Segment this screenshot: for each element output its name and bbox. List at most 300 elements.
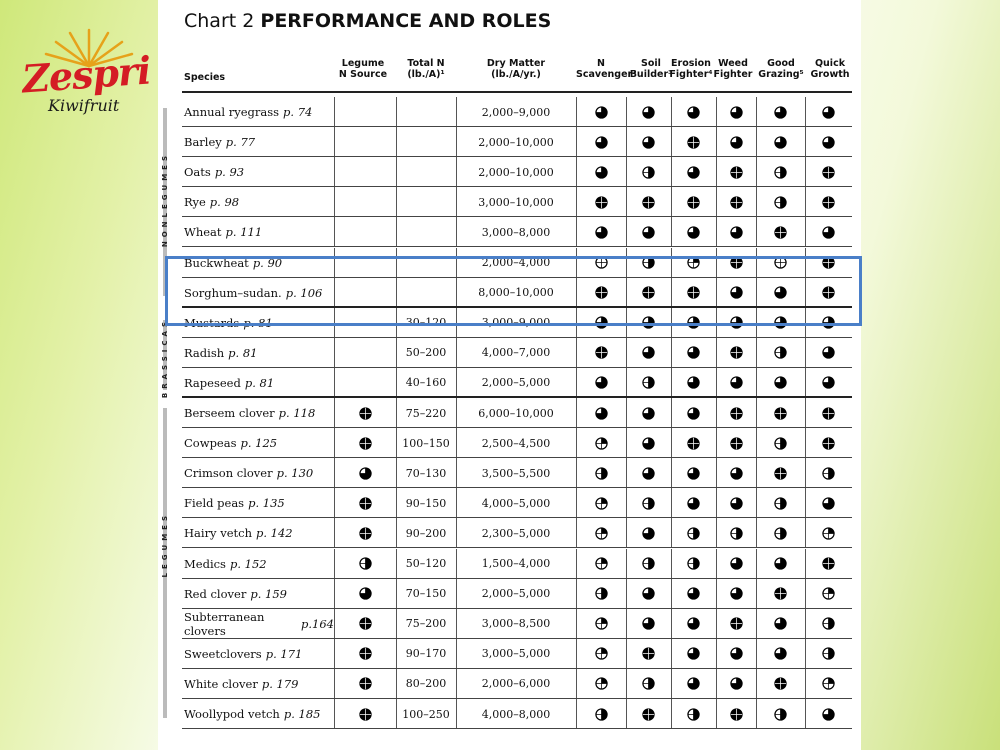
rating-symbol bbox=[687, 136, 700, 149]
weed-fighter-cell bbox=[716, 639, 756, 669]
header-weed-fighter: Weed Fighter bbox=[713, 58, 753, 80]
quick-growth-cell bbox=[805, 248, 852, 278]
table-row bbox=[182, 398, 852, 428]
species-page-ref: p. 125 bbox=[240, 436, 278, 451]
zespri-logo bbox=[14, 28, 152, 128]
column-divider bbox=[456, 368, 457, 398]
legume-n-source-cell bbox=[334, 669, 396, 699]
rating-symbol bbox=[730, 647, 743, 660]
column-divider bbox=[396, 127, 397, 157]
rating-symbol bbox=[642, 286, 655, 299]
column-divider bbox=[626, 308, 627, 338]
n-scavenger-cell bbox=[576, 308, 626, 338]
column-divider bbox=[805, 699, 806, 729]
species-name: Rapeseed bbox=[184, 375, 241, 390]
column-divider bbox=[716, 669, 717, 699]
legume-n-source-cell bbox=[334, 639, 396, 669]
column-divider bbox=[756, 368, 757, 398]
good-grazing-cell bbox=[756, 518, 805, 548]
rating-symbol bbox=[359, 407, 372, 420]
column-divider bbox=[626, 579, 627, 609]
dry-matter-cell: 3,000–10,000 bbox=[478, 195, 554, 209]
rating-symbol bbox=[822, 286, 835, 299]
column-divider bbox=[396, 248, 397, 278]
column-divider bbox=[334, 308, 335, 338]
column-divider bbox=[334, 549, 335, 579]
species-page-ref: p. 81 bbox=[228, 345, 258, 360]
column-divider bbox=[456, 217, 457, 247]
erosion-fighter-cell bbox=[671, 579, 716, 609]
quick-growth-cell bbox=[805, 669, 852, 699]
total-n-cell: 90–200 bbox=[405, 526, 447, 540]
rating-symbol bbox=[822, 677, 835, 690]
rating-symbol bbox=[595, 256, 608, 269]
column-divider bbox=[716, 398, 717, 428]
rating-symbol bbox=[687, 346, 700, 359]
erosion-fighter-cell bbox=[671, 609, 716, 639]
chart-title: Chart 2 PERFORMANCE AND ROLES bbox=[184, 10, 552, 32]
column-divider bbox=[576, 97, 577, 127]
dry-matter-cell: 2,000–5,000 bbox=[481, 587, 551, 601]
rating-symbol bbox=[730, 286, 743, 299]
rating-symbol bbox=[595, 708, 608, 721]
erosion-fighter-cell bbox=[671, 549, 716, 579]
column-divider bbox=[576, 248, 577, 278]
column-divider bbox=[396, 609, 397, 639]
rating-symbol bbox=[774, 708, 787, 721]
column-divider bbox=[456, 97, 457, 127]
species-page-ref: p. 111 bbox=[225, 225, 263, 240]
rating-symbol bbox=[595, 106, 608, 119]
erosion-fighter-cell bbox=[671, 278, 716, 308]
column-divider bbox=[626, 157, 627, 187]
species-cell bbox=[182, 549, 334, 579]
good-grazing-cell bbox=[756, 428, 805, 458]
column-divider bbox=[671, 549, 672, 579]
species-name: Annual ryegrass bbox=[184, 105, 280, 119]
rating-symbol bbox=[822, 467, 835, 480]
rating-symbol bbox=[774, 376, 787, 389]
column-divider bbox=[334, 458, 335, 488]
total-n-cell: 80–200 bbox=[405, 677, 447, 691]
good-grazing-cell bbox=[756, 97, 805, 127]
table-row bbox=[182, 278, 852, 308]
table-row bbox=[182, 187, 852, 217]
dry-matter-cell: 2,000–6,000 bbox=[481, 677, 551, 691]
table-row bbox=[182, 699, 852, 729]
n-scavenger-cell bbox=[576, 458, 626, 488]
table-row bbox=[182, 157, 852, 187]
rating-symbol bbox=[595, 346, 608, 359]
group-label-nonlegumes: NONLEGUMES bbox=[161, 152, 169, 248]
rating-symbol bbox=[687, 286, 700, 299]
column-divider bbox=[756, 579, 757, 609]
total-n-cell: 50–200 bbox=[405, 346, 447, 360]
erosion-fighter-cell bbox=[671, 368, 716, 398]
legume-n-source-cell bbox=[334, 488, 396, 518]
column-divider bbox=[576, 639, 577, 669]
column-divider bbox=[334, 127, 335, 157]
legume-n-source-cell bbox=[334, 127, 396, 157]
rating-symbol bbox=[730, 497, 743, 510]
dry-matter-cell: 2,000–10,000 bbox=[478, 165, 554, 179]
column-divider bbox=[671, 217, 672, 247]
species-page-ref: p. 159 bbox=[250, 586, 287, 601]
rating-symbol bbox=[595, 677, 608, 690]
quick-growth-cell bbox=[805, 338, 852, 368]
rating-symbol bbox=[359, 587, 372, 600]
dry-matter-cell: 2,000–4,000 bbox=[481, 256, 551, 269]
logo-subtitle: Kiwifruit bbox=[48, 96, 120, 115]
rating-symbol bbox=[595, 196, 608, 209]
rating-symbol bbox=[774, 226, 787, 239]
legume-n-source-cell bbox=[334, 278, 396, 308]
soil-builder-cell bbox=[626, 368, 671, 398]
soil-builder-cell bbox=[626, 518, 671, 548]
species-page-ref: p. 77 bbox=[225, 135, 256, 150]
weed-fighter-cell bbox=[716, 308, 756, 338]
column-divider bbox=[716, 157, 717, 187]
dry-matter-cell: 2,000–10,000 bbox=[478, 135, 554, 149]
rating-symbol bbox=[774, 647, 787, 660]
column-divider bbox=[671, 278, 672, 308]
column-divider bbox=[576, 458, 577, 488]
species-cell bbox=[182, 217, 334, 247]
table-row bbox=[182, 127, 852, 157]
rating-symbol bbox=[687, 196, 700, 209]
rating-symbol bbox=[822, 437, 835, 450]
column-divider bbox=[671, 187, 672, 217]
species-name: Wheat bbox=[184, 225, 222, 240]
dry-matter-cell: 2,500–4,500 bbox=[481, 436, 551, 450]
soil-builder-cell bbox=[626, 278, 671, 308]
rating-symbol bbox=[642, 316, 655, 329]
rating-symbol bbox=[774, 557, 787, 570]
n-scavenger-cell bbox=[576, 488, 626, 518]
column-divider bbox=[334, 518, 335, 548]
table-row bbox=[182, 518, 852, 548]
rating-symbol bbox=[774, 256, 787, 269]
species-name: Mustards bbox=[184, 315, 240, 330]
column-divider bbox=[334, 699, 335, 729]
column-divider bbox=[576, 518, 577, 548]
group-label-legumes: LEGUMES bbox=[161, 512, 169, 578]
column-divider bbox=[626, 187, 627, 217]
column-divider bbox=[456, 488, 457, 518]
weed-fighter-cell bbox=[716, 699, 756, 729]
total-n-cell bbox=[396, 187, 456, 217]
species-name: Sweetclovers bbox=[184, 646, 262, 661]
rating-symbol bbox=[774, 136, 787, 149]
header-erosion-fighter: Erosion Fighter⁴ bbox=[669, 58, 713, 80]
column-divider bbox=[756, 488, 757, 518]
column-divider bbox=[576, 368, 577, 398]
rating-symbol bbox=[595, 136, 608, 149]
rating-symbol bbox=[687, 437, 700, 450]
species-page-ref: p. 81 bbox=[244, 375, 275, 390]
rating-symbol bbox=[642, 376, 655, 389]
species-name: Field peas bbox=[184, 496, 245, 511]
soil-builder-cell bbox=[626, 97, 671, 127]
n-scavenger-cell bbox=[576, 579, 626, 609]
total-n-cell: 75–200 bbox=[405, 617, 447, 631]
table-row bbox=[182, 458, 852, 488]
column-divider bbox=[671, 368, 672, 398]
rating-symbol bbox=[822, 226, 835, 239]
species-name: White clover bbox=[184, 676, 258, 691]
column-divider bbox=[396, 428, 397, 458]
rating-symbol bbox=[774, 617, 787, 630]
rating-symbol bbox=[730, 587, 743, 600]
column-divider bbox=[671, 127, 672, 157]
species-name: Medics bbox=[184, 556, 226, 571]
column-divider bbox=[805, 669, 806, 699]
species-name: Radish bbox=[184, 345, 225, 360]
rating-symbol bbox=[822, 587, 835, 600]
dry-matter-cell: 1,500–4,000 bbox=[481, 557, 551, 570]
column-divider bbox=[396, 217, 397, 247]
column-divider bbox=[756, 428, 757, 458]
table-row bbox=[182, 338, 852, 368]
n-scavenger-cell bbox=[576, 428, 626, 458]
column-divider bbox=[716, 579, 717, 609]
column-divider bbox=[716, 368, 717, 398]
rating-symbol bbox=[642, 497, 655, 510]
column-divider bbox=[576, 699, 577, 729]
weed-fighter-cell bbox=[716, 428, 756, 458]
legume-n-source-cell bbox=[334, 338, 396, 368]
rating-symbol bbox=[730, 376, 743, 389]
row-rule bbox=[182, 728, 852, 729]
column-divider bbox=[396, 579, 397, 609]
legume-n-source-cell bbox=[334, 368, 396, 398]
column-divider bbox=[334, 338, 335, 368]
column-divider bbox=[671, 609, 672, 639]
legume-n-source-cell bbox=[334, 699, 396, 729]
rating-symbol bbox=[642, 437, 655, 450]
rating-symbol bbox=[687, 497, 700, 510]
rating-symbol bbox=[642, 527, 655, 540]
soil-builder-cell bbox=[626, 398, 671, 428]
rating-symbol bbox=[687, 527, 700, 540]
rating-symbol bbox=[359, 497, 372, 510]
erosion-fighter-cell bbox=[671, 187, 716, 217]
rating-symbol bbox=[774, 467, 787, 480]
rating-symbol bbox=[595, 286, 608, 299]
rating-symbol bbox=[822, 376, 835, 389]
column-divider bbox=[334, 398, 335, 428]
column-divider bbox=[626, 518, 627, 548]
column-divider bbox=[716, 639, 717, 669]
column-divider bbox=[671, 398, 672, 428]
column-divider bbox=[805, 549, 806, 579]
soil-builder-cell bbox=[626, 699, 671, 729]
logo-wordmark: Zespri bbox=[20, 47, 152, 102]
good-grazing-cell bbox=[756, 699, 805, 729]
column-divider bbox=[334, 488, 335, 518]
quick-growth-cell bbox=[805, 639, 852, 669]
rating-symbol bbox=[595, 437, 608, 450]
rating-symbol bbox=[774, 527, 787, 540]
column-divider bbox=[396, 669, 397, 699]
rating-symbol bbox=[730, 166, 743, 179]
total-n-cell bbox=[396, 248, 456, 278]
column-divider bbox=[396, 639, 397, 669]
soil-builder-cell bbox=[626, 217, 671, 247]
column-divider bbox=[716, 609, 717, 639]
column-divider bbox=[671, 97, 672, 127]
rating-symbol bbox=[730, 467, 743, 480]
quick-growth-cell bbox=[805, 278, 852, 308]
rating-symbol bbox=[822, 166, 835, 179]
dry-matter-cell: 3,500–5,500 bbox=[481, 466, 551, 480]
column-divider bbox=[756, 187, 757, 217]
rating-symbol bbox=[687, 587, 700, 600]
column-divider bbox=[456, 398, 457, 428]
total-n-cell: 70–150 bbox=[405, 587, 447, 601]
n-scavenger-cell bbox=[576, 398, 626, 428]
rating-symbol bbox=[774, 316, 787, 329]
column-divider bbox=[576, 549, 577, 579]
dry-matter-cell: 3,000–8,000 bbox=[481, 225, 551, 239]
column-divider bbox=[626, 338, 627, 368]
dry-matter-cell: 2,300–5,000 bbox=[481, 526, 551, 540]
species-cell bbox=[182, 187, 334, 217]
species-cell bbox=[182, 428, 334, 458]
species-cell bbox=[182, 398, 334, 428]
weed-fighter-cell bbox=[716, 217, 756, 247]
rating-symbol bbox=[642, 346, 655, 359]
column-divider bbox=[805, 368, 806, 398]
column-divider bbox=[671, 699, 672, 729]
dry-matter-cell: 8,000–10,000 bbox=[478, 286, 554, 300]
weed-fighter-cell bbox=[716, 458, 756, 488]
soil-builder-cell bbox=[626, 669, 671, 699]
good-grazing-cell bbox=[756, 278, 805, 308]
column-divider bbox=[626, 488, 627, 518]
quick-growth-cell bbox=[805, 549, 852, 579]
quick-growth-cell bbox=[805, 699, 852, 729]
species-page-ref: p. 98 bbox=[209, 195, 240, 210]
column-divider bbox=[716, 338, 717, 368]
rating-symbol bbox=[774, 166, 787, 179]
column-divider bbox=[671, 157, 672, 187]
legume-n-source-cell bbox=[334, 518, 396, 548]
rating-symbol bbox=[687, 316, 700, 329]
erosion-fighter-cell bbox=[671, 127, 716, 157]
species-page-ref: p. 74 bbox=[283, 105, 313, 119]
erosion-fighter-cell bbox=[671, 518, 716, 548]
legume-n-source-cell bbox=[334, 217, 396, 247]
rating-symbol bbox=[730, 256, 743, 269]
good-grazing-cell bbox=[756, 368, 805, 398]
column-divider bbox=[396, 518, 397, 548]
quick-growth-cell bbox=[805, 458, 852, 488]
column-divider bbox=[334, 579, 335, 609]
column-divider bbox=[396, 549, 397, 579]
erosion-fighter-cell bbox=[671, 157, 716, 187]
column-divider bbox=[456, 127, 457, 157]
species-cell bbox=[182, 278, 334, 308]
column-divider bbox=[576, 308, 577, 338]
rating-symbol bbox=[730, 708, 743, 721]
species-cell bbox=[182, 338, 334, 368]
column-divider bbox=[756, 278, 757, 308]
column-divider bbox=[396, 278, 397, 308]
species-cell bbox=[182, 699, 334, 729]
column-divider bbox=[805, 458, 806, 488]
weed-fighter-cell bbox=[716, 609, 756, 639]
species-cell bbox=[182, 157, 334, 187]
total-n-cell: 40–160 bbox=[405, 376, 447, 390]
column-divider bbox=[334, 639, 335, 669]
column-divider bbox=[756, 338, 757, 368]
column-divider bbox=[456, 458, 457, 488]
species-page-ref: p. 90 bbox=[252, 255, 283, 270]
column-divider bbox=[756, 97, 757, 127]
rating-symbol bbox=[642, 557, 655, 570]
good-grazing-cell bbox=[756, 488, 805, 518]
rating-symbol bbox=[730, 346, 743, 359]
table-row bbox=[182, 97, 852, 127]
dry-matter-cell: 4,000–8,000 bbox=[481, 707, 551, 721]
good-grazing-cell bbox=[756, 338, 805, 368]
good-grazing-cell bbox=[756, 549, 805, 579]
species-page-ref: p. 185 bbox=[283, 707, 321, 721]
column-divider bbox=[396, 368, 397, 398]
weed-fighter-cell bbox=[716, 549, 756, 579]
column-divider bbox=[396, 187, 397, 217]
rating-symbol bbox=[687, 677, 700, 690]
erosion-fighter-cell bbox=[671, 217, 716, 247]
table-row bbox=[182, 669, 852, 699]
column-divider bbox=[334, 278, 335, 308]
rating-symbol bbox=[642, 617, 655, 630]
column-divider bbox=[756, 518, 757, 548]
soil-builder-cell bbox=[626, 248, 671, 278]
column-divider bbox=[716, 187, 717, 217]
column-divider bbox=[716, 518, 717, 548]
column-divider bbox=[716, 458, 717, 488]
rating-symbol bbox=[687, 407, 700, 420]
table-row bbox=[182, 308, 852, 338]
weed-fighter-cell bbox=[716, 187, 756, 217]
column-divider bbox=[756, 699, 757, 729]
species-page-ref: p. 179 bbox=[261, 676, 299, 691]
species-cell bbox=[182, 368, 334, 398]
legume-n-source-cell bbox=[334, 97, 396, 127]
rating-symbol bbox=[359, 708, 372, 721]
legume-n-source-cell bbox=[334, 157, 396, 187]
column-divider bbox=[671, 579, 672, 609]
quick-growth-cell bbox=[805, 187, 852, 217]
good-grazing-cell bbox=[756, 308, 805, 338]
column-divider bbox=[626, 458, 627, 488]
column-divider bbox=[626, 278, 627, 308]
column-divider bbox=[756, 248, 757, 278]
rating-symbol bbox=[642, 166, 655, 179]
rating-symbol bbox=[595, 407, 608, 420]
column-divider bbox=[671, 248, 672, 278]
column-divider bbox=[396, 398, 397, 428]
column-divider bbox=[334, 248, 335, 278]
n-scavenger-cell bbox=[576, 217, 626, 247]
soil-builder-cell bbox=[626, 338, 671, 368]
dry-matter-cell: 4,000–5,000 bbox=[481, 496, 551, 510]
rating-symbol bbox=[687, 376, 700, 389]
column-divider bbox=[396, 488, 397, 518]
rating-symbol bbox=[595, 497, 608, 510]
